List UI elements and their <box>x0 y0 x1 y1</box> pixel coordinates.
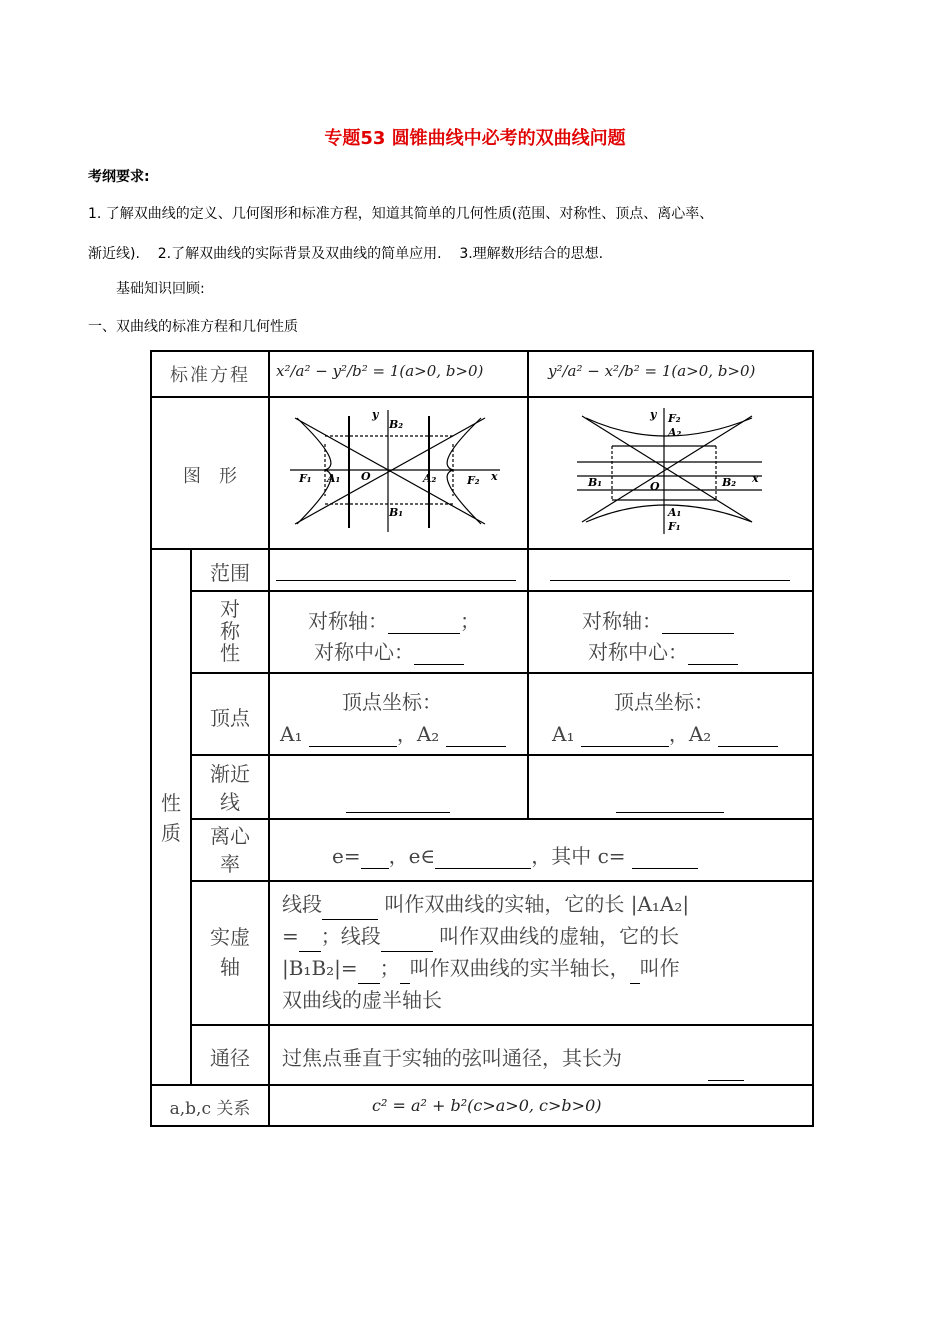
fig2-f2-label: F₂ <box>668 412 681 425</box>
figure-label: 图 形 <box>183 466 237 487</box>
vertex-coord-1: 顶点坐标： <box>342 690 442 714</box>
fig1-x-label: x <box>491 470 498 483</box>
ecc-c-blank[interactable] <box>632 850 698 869</box>
sym-center-2: 对称中心： <box>588 636 738 665</box>
sym-axis-1: 对称轴： ； <box>308 609 480 633</box>
real-axis-length-blank[interactable] <box>299 931 321 952</box>
fig2-origin-label: O <box>650 480 660 493</box>
fig1-f2-label: F₂ <box>467 474 480 487</box>
vertex-values-1: A₁ ，A₂ <box>280 718 506 747</box>
fig1-y-label: y <box>372 408 379 421</box>
range-blank-2[interactable] <box>550 560 790 581</box>
sym-axis-blank-1[interactable] <box>388 615 460 634</box>
fig1-origin-label: O <box>361 470 371 483</box>
imag-axis-blank[interactable] <box>381 931 433 952</box>
vertex-a1-blank-1[interactable] <box>309 728 397 747</box>
ecc-range-blank[interactable] <box>435 850 531 869</box>
hyperbola-figure-vertical <box>572 404 772 536</box>
symmetry-label: 对 称 性 <box>220 597 240 665</box>
latus-label: 通径 <box>210 1046 250 1070</box>
hyperbola-figure-horizontal <box>285 404 505 536</box>
sym-center-blank-2[interactable] <box>688 646 738 665</box>
page-title: 专题53 圆锥曲线中必考的双曲线问题 <box>324 128 626 149</box>
sym-center-1: 对称中心： <box>314 636 464 665</box>
fig2-a1-label: A₁ <box>668 506 682 519</box>
fig1-a1-label: A₁ <box>327 472 341 485</box>
range-blank-1[interactable] <box>276 560 516 581</box>
fig2-b2-label: B₂ <box>722 476 737 489</box>
equation-label: 标准方程 <box>170 365 250 386</box>
asymptote-blank-2[interactable] <box>616 794 724 813</box>
vertex-coord-2: 顶点坐标： <box>614 690 714 714</box>
fig1-b2-label: B₂ <box>389 418 404 431</box>
axes-label: 实虚 轴 <box>210 925 250 979</box>
abc-equation: c² = a² + b²(c>a>0, c>b>0) <box>372 1096 602 1115</box>
ecc-e-blank[interactable] <box>361 838 389 869</box>
real-semi-axis-blank[interactable] <box>400 963 410 984</box>
basics-heading: 基础知识回顾: <box>116 281 205 297</box>
imag-axis-length-blank[interactable] <box>358 963 380 984</box>
fig1-f1-label: F₁ <box>299 472 312 485</box>
properties-group-label: 性 质 <box>161 791 181 845</box>
imag-semi-axis-blank[interactable] <box>630 963 640 984</box>
fig2-x-label: x <box>752 472 759 485</box>
fig2-y-label: y <box>650 408 657 421</box>
asymptote-label: 渐近 线 <box>210 762 250 814</box>
vertex-a2-blank-1[interactable] <box>446 728 506 747</box>
eccentricity-label: 离心 率 <box>210 824 250 876</box>
syllabus-heading: 考纲要求: <box>88 169 150 185</box>
asymptote-blank-1[interactable] <box>346 794 450 813</box>
fig2-b1-label: B₁ <box>588 476 603 489</box>
axes-description: 线段 叫作双曲线的实轴，它的长 |A₁A₂| = ；线段 叫作双曲线的虚轴，它的长 |B₁B₂|= ； 叫作双曲线的实半轴长， 叫作 双曲线的虚半轴长 <box>282 892 690 1012</box>
real-axis-blank[interactable] <box>322 899 378 920</box>
vertex-label: 顶点 <box>210 706 250 730</box>
syllabus-line-2: 渐近线). 2.了解双曲线的实际背景及双曲线的简单应用. 3.理解数形结合的思想. <box>88 246 604 262</box>
range-label: 范围 <box>210 561 250 585</box>
fig2-f1-label: F₁ <box>668 520 681 533</box>
latus-text: 过焦点垂直于实轴的弦叫通径，其长为 <box>282 1046 622 1070</box>
eccentricity-row: e= ，e∈ ，其中 c= <box>332 838 698 869</box>
vertex-values-2: A₁ ，A₂ <box>552 718 778 747</box>
abc-label: a,b,c 关系 <box>169 1099 251 1119</box>
fig1-a2-label: A₂ <box>423 472 437 485</box>
equation-2: y²/a² − x²/b² = 1(a>0, b>0) <box>548 362 756 380</box>
sym-axis-2: 对称轴： <box>582 605 734 634</box>
fig1-b1-label: B₁ <box>389 506 404 519</box>
fig2-a2-label: A₂ <box>668 426 682 439</box>
latus-blank[interactable] <box>708 1062 744 1081</box>
sym-center-blank-1[interactable] <box>414 646 464 665</box>
equation-1: x²/a² − y²/b² = 1(a>0, b>0) <box>276 362 484 380</box>
vertex-a1-blank-2[interactable] <box>581 728 669 747</box>
section-heading: 一、双曲线的标准方程和几何性质 <box>88 319 298 335</box>
syllabus-line-1: 1. 了解双曲线的定义、几何图形和标准方程，知道其简单的几何性质(范围、对称性、顶点、离心率、 <box>88 206 714 222</box>
sym-axis-blank-2[interactable] <box>662 615 734 634</box>
vertex-a2-blank-2[interactable] <box>718 728 778 747</box>
